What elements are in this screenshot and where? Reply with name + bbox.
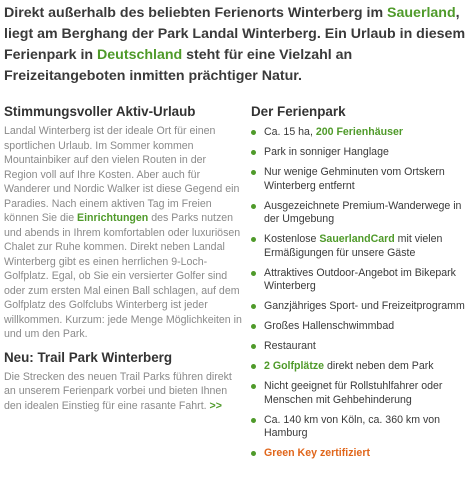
heading-trail-park: Neu: Trail Park Winterberg: [4, 349, 173, 365]
bullet-icon: [251, 324, 256, 329]
bullet-icon: [251, 271, 256, 276]
item-text: Ca. 140 km von Köln, ca. 360 km von Hamburg: [264, 413, 441, 439]
item-text: Großes Hallenschwimmbad: [264, 320, 395, 332]
heading-ferienpark: Der Ferienpark: [251, 104, 346, 119]
intro-text: [4, 3, 466, 87]
bullet-icon: [251, 304, 256, 309]
item-text: Ca. 15 ha,: [264, 126, 316, 138]
trail-park-paragraph: [4, 370, 242, 414]
bullet-icon: [251, 170, 256, 175]
list-item: [251, 126, 471, 140]
trail-park-text: Die Strecken des neuen Trail Parks führen direkt an unserem Ferienpark vorbei und bieten Ihnen den idealen Einstieg für eine rasante Fahrt.: [4, 370, 232, 412]
list-item: [251, 414, 471, 441]
link-sauerlandcard[interactable]: SauerlandCard: [319, 233, 395, 245]
item-text: Park in sonniger Hanglage: [264, 146, 389, 158]
intro-text-2: , liegt am Berghang der Park Landal Winterberg. Ein Urlaub in diesem Ferienpark in: [4, 5, 466, 63]
bullet-icon: [251, 237, 256, 242]
right-column: [251, 103, 471, 467]
intro-text-3: steht für eine Vielzahl an Freizeitangeboten inmitten prächtiger Natur.: [4, 47, 353, 84]
item-text-post: mit vielen Ermäßigungen für unsere Gäste: [264, 233, 443, 259]
bullet-icon: [251, 344, 256, 349]
list-item: [251, 233, 471, 260]
item-text: Kostenlose: [264, 233, 320, 245]
list-item: [251, 340, 471, 354]
item-text: Ausgezeichnete Premium-Wanderwege in der Umgebung: [264, 199, 462, 225]
aktiv-urlaub-paragraph: [4, 124, 242, 342]
item-text: Nur wenige Gehminuten vom Ortskern Winterberg entfernt: [264, 166, 445, 192]
link-green-key[interactable]: Green Key zertifiziert: [264, 447, 370, 459]
bullet-icon: [251, 204, 256, 209]
link-ferienhaeuser[interactable]: 200 Ferienhäuser: [315, 126, 403, 138]
link-sauerland[interactable]: Sauerland: [387, 5, 456, 21]
list-item: [251, 380, 471, 407]
heading-aktiv-urlaub: Stimmungsvoller Aktiv-Urlaub: [4, 104, 196, 119]
item-text: Nicht geeignet für Rollstuhlfahrer oder Menschen mit Gehbehinderung: [264, 380, 443, 406]
item-text-post: direkt neben dem Park: [324, 360, 434, 372]
link-deutschland[interactable]: Deutschland: [97, 47, 183, 63]
list-item: [251, 267, 471, 294]
feature-list: [251, 126, 471, 461]
list-item: [251, 200, 471, 227]
more-link[interactable]: >>: [209, 399, 222, 412]
bullet-icon: [251, 150, 256, 155]
bullet-icon: [251, 418, 256, 423]
list-item: [251, 146, 471, 160]
list-item: [251, 300, 471, 314]
bullet-icon: [251, 130, 256, 135]
item-text: Ganzjähriges Sport- und Freizeitprogramm: [264, 300, 465, 312]
bullet-icon: [251, 364, 256, 369]
list-item: [251, 360, 471, 374]
list-item: [251, 166, 471, 193]
list-item: [251, 447, 471, 461]
list-item: [251, 320, 471, 334]
paragraph-text-b: des Parks nutzen und abends in Ihrem komfortablen oder luxuriösen Chalet zur Ruhe kommen. Direkt neben Landal Winterberg gibt es einen herrlichen 9-Loch-Golfplatz. Egal, ob Sie ein versierter Golfer sind oder zum ersten Mal einen Ball schlagen, auf dem Golfplatz des Golfclubs Winterberg ist jeder willkommen. Kurzum: jede Menge Möglichkeiten in und um den Park.: [4, 212, 242, 340]
link-einrichtungen[interactable]: Einrichtungen: [77, 212, 149, 224]
left-column: [4, 103, 242, 413]
link-golfplaetze[interactable]: 2 Golfplätze: [264, 360, 325, 372]
item-text: Restaurant: [264, 340, 316, 352]
bullet-icon: [251, 384, 256, 389]
item-text: Attraktives Outdoor-Angebot im Bikepark Winterberg: [264, 266, 456, 292]
intro-text-1: Direkt außerhalb des beliebten Ferienorts Winterberg im: [4, 5, 388, 21]
paragraph-text-a: Landal Winterberg ist der ideale Ort für einen sportlichen Urlaub. Im Sommer kommen Mountainbiker auf den vielen Routen in der Region voll auf Ihre Kosten. Aber auch für Wanderer und Nordic Walker ist diese Gegend ein Paradies. Nach einem aktiven Tag im Freien können Sie die: [4, 125, 240, 224]
bullet-icon: [251, 451, 256, 456]
